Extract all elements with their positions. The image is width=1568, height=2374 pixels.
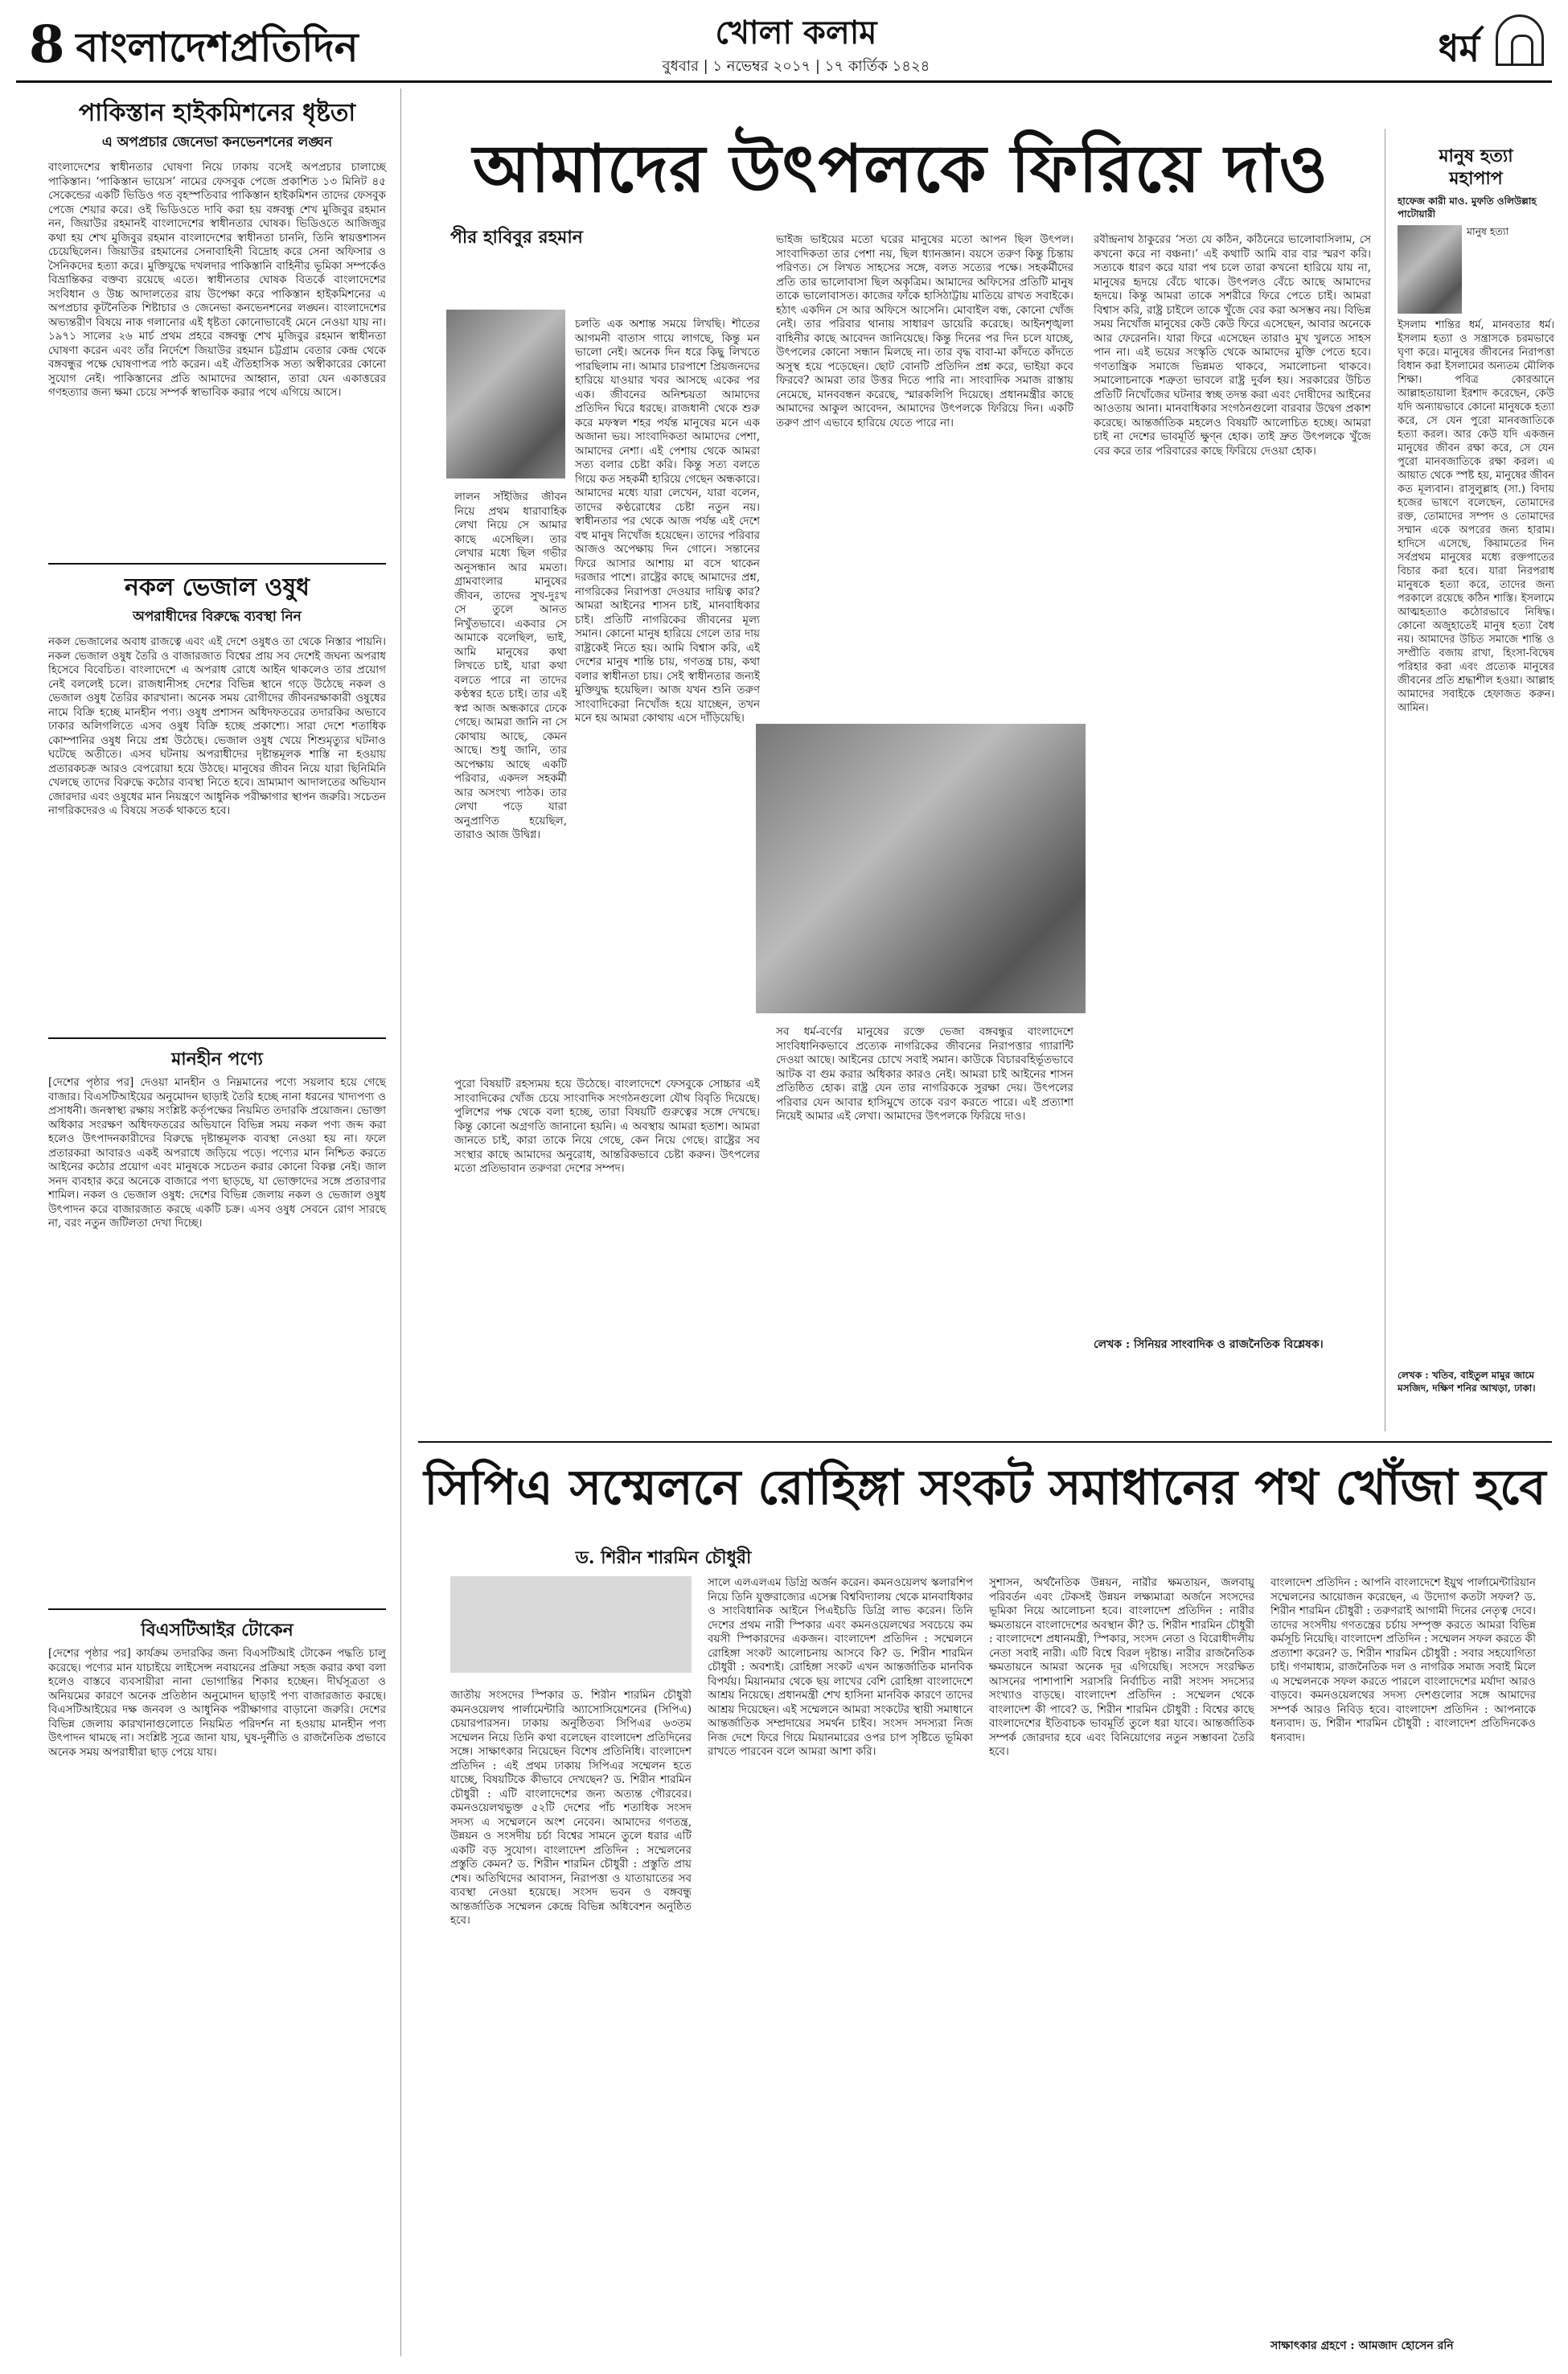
sidebar-title-line2: মহাপাপ: [1449, 168, 1503, 189]
shaded-box: [450, 1576, 692, 1673]
masthead-divider: [16, 80, 1552, 83]
letter-bsti: [48, 1618, 386, 1760]
main-article-col2: ভাইজ ভাইয়ের মতো ঘরের মানুষের মতো আপন ছিল উৎপল। সাংবাদিকতা তার পেশা নয়, ছিল ধ্যানজ্ঞান। বয়সে তরুণ কিন্তু চিন্তায় পরিণত। সে লিখত সাহসের সঙ্গে, বলত সত্যের পক্ষে। সহকর্মীদের প্রতি তার ভালোবাসা ছিল অকৃত্রিম। আমাদের অফিসের প্রতিটি মানুষ তাকে ভালোবাসত। কাজের ফাঁকে হাসিঠাট্টায় মাতিয়ে রাখত সবাইকে। হঠাৎ একদিন সে আর অফিসে আসেনি। মোবাইল বন্ধ, কোনো খোঁজ নেই। তার পরিবার থানায় সাধারণ ডায়েরি করেছে। আইনশৃঙ্খলা বাহিনীর কাছে আবেদন জানিয়েছে। কিন্তু দিনের পর দিন চলে যাচ্ছে, উৎপলের কোনো সন্ধান মিলছে না। তার বৃদ্ধ বাবা-মা কাঁদতে কাঁদতে অসুস্থ হয়ে পড়েছেন। ছোট বোনটি প্রতিদিন প্রশ্ন করে, ভাইয়া কবে ফিরবে? আমরা তার উত্তর দিতে পারি না। সাংবাদিক সমাজ রাস্তায় নেমেছে, মানববন্ধন করেছে, স্মারকলিপি দিয়েছে। প্রধানমন্ত্রীর কাছে আমাদের আকুল আবেদন, আমাদের উৎপলকে ফিরিয়ে দিন। একটি তরুণ প্রাণ এভাবে হারিয়ে যেতে পারে না।: [776, 233, 1073, 429]
author-photo-image: [446, 310, 565, 478]
main-article-col1: চলতি এক অশান্ত সময়ে লিখছি। শীতের আগমনী বাতাস গায়ে লাগছে, কিন্তু মন ভালো নেই। অনেক দিন ধরে কিছু লিখতে পারছিলাম না। আমার চারপাশে প্রিয়জনদের হারিয়ে যাওয়ার খবর আসছে একের পর এক। জীবনের অনিশ্চয়তা আমাদের প্রতিদিন ঘিরে ধরছে। রাজধানী থেকে শুরু করে মফস্বল শহর পর্যন্ত মানুষের মনে এক অজানা ভয়। সাংবাদিকতা আমাদের পেশা, আমাদের নেশা। এই পেশায় থেকে আমরা সত্য বলার চেষ্টা করি। কিন্তু সত্য বলতে গিয়ে কত সহকর্মী হারিয়ে গেছেন অন্ধকারে। আমাদের মধ্যে যারা লেখেন, যারা বলেন, তাদের কণ্ঠরোধের চেষ্টা নতুন নয়। স্বাধীনতার পর থেকে আজ পর্যন্ত এই দেশে বহু মানুষ নিখোঁজ হয়েছেন। তাদের পরিবার আজও অপেক্ষায় দিন গোনে। সন্তানের ফিরে আসার আশায় মা বসে থাকেন দরজার পাশে। রাষ্ট্রের কাছে আমাদের প্রশ্ন, নাগরিকের নিরাপত্তা দেওয়ার দায়িত্ব কার? আমরা আইনের শাসন চাই, মানবাধিকার চাই। প্রতিটি নাগরিকের জীবনের মূল্য সমান। কোনো মানুষ হারিয়ে গেলে তার দায় রাষ্ট্রকেই নিতে হয়। আমি বিশ্বাস করি, এই দেশের মানুষ শান্তি চায়, গণতন্ত্র চায়, কথা বলার স্বাধীনতা চায়। সেই স্বাধীনতার জন্যই মুক্তিযুদ্ধ হয়েছিল। আজ যখন শুনি তরুণ সাংবাদিকেরা নিখোঁজ হয়ে যাচ্ছেন, তখন মনে হয় আমরা কোথায় এসে দাঁড়িয়েছি।: [575, 318, 760, 725]
second-footnote: সাক্ষাৎকার গ্রহণে : আমজাদ হোসেন রনি: [1270, 2339, 1454, 2352]
divider: [48, 1037, 386, 1039]
editorial-subtitle: অপরাধীদের বিরুদ্ধে ব্যবস্থা নিন: [133, 609, 302, 625]
second-headline: সিপিএ সম্মেলনে রোহিঙ্গা সংকট সমাধানের পথ খোঁজা হবে: [424, 1460, 1546, 1516]
religion-sidebar: [1398, 145, 1554, 1394]
editorial-medicine: [48, 573, 386, 819]
sidebar-footnote: লেখক : খতিব, বাইতুল মামুর জামে মসজিদ, দক্ষিণ শনির আখড়া, ঢাকা।: [1398, 1370, 1536, 1394]
featured-photo: [756, 724, 1086, 1013]
main-footnote-box: [1094, 1335, 1371, 1415]
sidebar-author: হাফেজ কারী মাও. মুফতি ওলিউল্লাহ পাটোয়ারী: [1398, 195, 1537, 220]
second-article-col1: জাতীয় সংসদের স্পিকার ড. শিরীন শারমিন চৌধুরী কমনওয়েলথ পার্লামেন্টারি অ্যাসোসিয়েশনের (সিপিএ) চেয়ারপারসন। ঢাকায় অনুষ্ঠিতব্য সিপিএর ৬৩তম সম্মেলন নিয়ে তিনি কথা বলেছেন বাংলাদেশ প্রতিদিনের সঙ্গে। সাক্ষাৎকার নিয়েছেন বিশেষ প্রতিনিধি। বাংলাদেশ প্রতিদিন : এই প্রথম ঢাকায় সিপিএর সম্মেলন হতে যাচ্ছে, বিষয়টিকে কীভাবে দেখছেন? ড. শিরীন শারমিন চৌধুরী : এটি বাংলাদেশের জন্য অত্যন্ত গৌরবের। কমনওয়েলথভুক্ত ৫২টি দেশের পাঁচ শতাধিক সংসদ সদস্য এ সম্মেলনে অংশ নেবেন। আমাদের গণতন্ত্র, উন্নয়ন ও সংসদীয় চর্চা বিশ্বের সামনে তুলে ধরার এটি একটি বড় সুযোগ। বাংলাদেশ প্রতিদিন : সম্মেলনের প্রস্তুতি কেমন? ড. শিরীন শারমিন চৌধুরী : প্রস্তুতি প্রায় শেষ। অতিথিদের আবাসন, নিরাপত্তা ও যাতায়াতের সব ব্যবস্থা নেওয়া হয়েছে। সংসদ ভবন ও বঙ্গবন্ধু আন্তর্জাতিক সম্মেলন কেন্দ্রে বিভিন্ন অধিবেশন অনুষ্ঠিত হবে।: [450, 1689, 692, 1927]
letter-title: বিএসটিআইর টোকেন: [141, 1620, 293, 1641]
section-header: [627, 14, 965, 80]
sidebar-intro: মানুষ হত্যা: [1467, 225, 1509, 237]
main-article-col4: পুরো বিষয়টি রহস্যময় হয়ে উঠেছে। বাংলাদেশে ফেসবুকে সোচ্চার এই সাংবাদিকের খোঁজ চেয়ে সাংবাদিক সংগঠনগুলো যৌথ বিবৃতি দিয়েছে। পুলিশের পক্ষ থেকে বলা হচ্ছে, তারা বিষয়টি গুরুত্বের সঙ্গে দেখছে। কিন্তু কোনো অগ্রগতি জানানো হয়নি। এ অবস্থায় আমরা হতাশ। আমরা জানতে চাই, কারা তাকে নিয়ে গেছে, কেন নিয়ে গেছে। রাষ্ট্রের সব সংস্থার কাছে আমাদের অনুরোধ, আন্তরিকভাবে চেষ্টা করুন। উৎপলের মতো প্রতিভাবান তরুণরা দেশের সম্পদ।: [454, 1078, 760, 1175]
letter-body: [দেশের পৃষ্ঠার পর] দেওয়া মানহীন ও নিম্নমানের পণ্যে সয়লাব হয়ে গেছে বাজার। বিএসটিআইয়ের অনুমোদন ছাড়াই তৈরি হচ্ছে নানা ধরনের খাদ্যপণ্য ও প্রসাধনী। জনস্বাস্থ্য রক্ষায় সংশ্লিষ্ট কর্তৃপক্ষের নিয়মিত তদারকি প্রয়োজন। ভোক্তা অধিকার সংরক্ষণ অধিদফতরের অভিযানে বিভিন্ন সময় নকল পণ্য জব্দ করা হলেও উৎপাদনকারীদের বিরুদ্ধে দৃষ্টান্তমূলক ব্যবস্থা নেওয়া হয় না। ফলে প্রতারকরা আবারও একই অপরাধে জড়িয়ে পড়ে। পণ্যের মান নিশ্চিত করতে আইনের কঠোর প্রয়োগ এবং মানুষকে সচেতন করার কোনো বিকল্প নেই। জাল সনদ ব্যবহার করে অনেকে বাজারে পণ্য ছাড়ছে, যা ভোক্তাদের সঙ্গে প্রতারণার শামিল। নকল ও ভেজাল ওষুধ: দেশের বিভিন্ন জেলায় নকল ও ভেজাল ওষুধ উৎপাদন করে বাজারজাত করছে একটি চক্র। এসব ওষুধ সেবনে রোগ সারছে না, বরং নতুন জটিলতা দেখা দিচ্ছে।: [48, 1076, 386, 1230]
editorial-body: বাংলাদেশের স্বাধীনতার ঘোষণা নিয়ে ঢাকায় বসেই অপপ্রচার চালাচ্ছে পাকিস্তান। ‘পাকিস্তান ভায়েস’ নামের ফেসবুক পেজে প্রকাশিত ১৩ মিনিট ৪৫ সেকেন্ডের একটি ভিডিও গত বৃহস্পতিবার পাকিস্তান হাইকমিশন তাদের ফেসবুক পেজে শেয়ার করে। ওই ভিডিওতে দাবি করা হয় বঙ্গবন্ধু শেখ মুজিবুর রহমান নন, জিয়াউর রহমানই বাংলাদেশের স্বাধীনতার ঘোষক। ভিডিওতে আজিজুর কথা হয় শেখ মুজিবুর রহমান বাংলাদেশের স্বাধীনতা চাননি, তিনি স্বায়ত্তশাসন চেয়েছিলেন। জিয়াউর রহমানের সেনাবাহিনী বিদ্রোহ করে সেনা অফিসার ও সৈনিকদের হত্যা করে। মুক্তিযুদ্ধে দখলদার পাকিস্তানি বাহিনীর ভূমিকা সম্পর্কেও বিভ্রান্তিকর বক্তব্য রয়েছে এতে। স্বাধীনতার ঘোষক বিতর্কে বাংলাদেশের সংবিধান ও উচ্চ আদালতের রায় উপেক্ষা করে পাকিস্তান হাইকমিশনের এ অপপ্রচার কূটনৈতিক শিষ্টাচার ও জেনেভা কনভেনশনের লঙ্ঘন। বাংলাদেশের অভ্যন্তরীণ বিষয়ে নাক গলানোর এই ধৃষ্টতা কোনোভাবেই মেনে নেওয়া যায় না। ১৯৭১ সালের ২৬ মার্চ প্রথম প্রহরে বঙ্গবন্ধু শেখ মুজিবুর রহমান স্বাধীনতা ঘোষণা করেন এবং তাঁর নির্দেশে জিয়াউর রহমান চট্টগ্রাম বেতার কেন্দ্র থেকে বঙ্গবন্ধুর পক্ষে ঘোষণাপত্র পাঠ করেন। এই ঐতিহাসিক সত্য অস্বীকারের কোনো সুযোগ নেই। পাকিস্তানের প্রতি আমাদের আহ্বান, তারা যেন একাত্তরের গণহত্যার জন্য ক্ষমা চেয়ে সম্পর্ক স্বাভাবিক করার পথে এগিয়ে আসে।: [48, 161, 386, 399]
issue-date: বুধবার | ১ নভেম্বর ২০১৭ | ১৭ কার্তিক ১৪২৪: [662, 58, 930, 75]
sidebar-body: ইসলাম শান্তির ধর্ম, মানবতার ধর্ম। ইসলাম হত্যা ও সন্ত্রাসকে চরমভাবে ঘৃণা করে। মানুষের জীবনের নিরাপত্তা বিধান করা ইসলামের অন্যতম মৌলিক শিক্ষা। পবিত্র কোরআনে আল্লাহতায়ালা ইরশাদ করেছেন, কেউ যদি অন্যায়ভাবে কোনো মানুষকে হত্যা করে, সে যেন পুরো মানবজাতিকে হত্যা করল। আর কেউ যদি একজন মানুষের জীবন রক্ষা করে, সে যেন পুরো মানবজাতিকে রক্ষা করল। এ আয়াত থেকে স্পষ্ট হয়, মানুষের জীবন কত মূল্যবান। রাসুলুল্লাহ (সা.) বিদায় হজের ভাষণে বলেছেন, তোমাদের রক্ত, তোমাদের সম্পদ ও তোমাদের সম্মান একে অপরের জন্য হারাম। হাদিসে এসেছে, কিয়ামতের দিন সর্বপ্রথম মানুষের মধ্যে রক্তপাতের বিচার করা হবে। যারা নিরপরাধ মানুষকে হত্যা করে, তাদের জন্য পরকালে রয়েছে কঠিন শাস্তি। ইসলামে আত্মহত্যাও কঠোরভাবে নিষিদ্ধ। কোনো অজুহাতেই মানুষ হত্যা বৈধ নয়। আমাদের উচিত সমাজে শান্তি ও সম্প্রীতি বজায় রাখা, হিংসা-বিদ্বেষ পরিহার করা এবং প্রত্যেক মানুষের জীবনের প্রতি শ্রদ্ধাশীল হওয়া। আল্লাহ আমাদের সবাইকে হেফাজত করুন। আমিন।: [1398, 319, 1554, 714]
letter-title: মানহীন পণ্যে: [171, 1049, 263, 1070]
letter-substandard: [48, 1047, 386, 1231]
editorial-subtitle: এ অপপ্রচার জেনেভা কনভেনশনের লঙ্ঘন: [101, 134, 333, 150]
page-number: 8: [29, 14, 65, 75]
main-author: পীর হাবিবুর রহমান: [450, 227, 583, 248]
column-rule: [400, 88, 401, 2356]
second-article-col4: বাংলাদেশ প্রতিদিন : আপনি বাংলাদেশে ইয়ুথ পার্লামেন্টারিয়ান সম্মেলনের আয়োজন করেছেন, এ উদ্যোগ কতটা সফল? ড. শিরীন শারমিন চৌধুরী : তরুণরাই আগামী দিনের নেতৃত্ব দেবে। তাদের সংসদীয় গণতন্ত্রের চর্চায় সম্পৃক্ত করতে আমরা বিভিন্ন কর্মসূচি নিয়েছি। বাংলাদেশ প্রতিদিন : সম্মেলন সফল করতে কী প্রত্যাশা করেন? ড. শিরীন শারমিন চৌধুরী : সবার সহযোগিতা চাই। গণমাধ্যম, রাজনৈতিক দল ও নাগরিক সমাজ সবাই মিলে এ সম্মেলনকে সফল করতে পারলে বাংলাদেশের মর্যাদা আরও বাড়বে। কমনওয়েলথের সদস্য দেশগুলোর সঙ্গে আমাদের সম্পর্ক আরও নিবিড় হবে। বাংলাদেশ প্রতিদিন : আপনাকে ধন্যবাদ। ড. শিরীন শারমিন চৌধুরী : বাংলাদেশ প্রতিদিনকেও ধন্যবাদ।: [1270, 1576, 1536, 1744]
editorial-title: পাকিস্তান হাইকমিশনের ধৃষ্টতা: [78, 99, 356, 127]
paper-name: বাংলাদেশপ্রতিদিন: [76, 23, 359, 71]
main-footnote: লেখক : সিনিয়র সাংবাদিক ও রাজনৈতিক বিশ্লেষক।: [1094, 1338, 1324, 1351]
sidebar-author-photo: [1398, 225, 1462, 314]
divider: [48, 1608, 386, 1610]
main-article-col1-below: লালন সাঁইজির জীবন নিয়ে প্রথম ধারাবাহিক লেখা নিয়ে সে আমার কাছে এসেছিল। তার লেখার মধ্যে ছিল গভীর অনুসন্ধান আর মমতা। গ্রামবাংলার মানুষের জীবন, তাদের সুখ-দুঃখ সে তুলে আনত নিখুঁতভাবে। একবার সে আমাকে বলেছিল, ভাই, আমি মানুষের কথা লিখতে চাই, যারা কথা বলতে পারে না তাদের কণ্ঠস্বর হতে চাই। তার এই স্বপ্ন আজ অন্ধকারে ঢেকে গেছে। আমরা জানি না সে কোথায় আছে, কেমন আছে। শুধু জানি, তার অপেক্ষায় আছে একটি পরিবার, একদল সহকর্মী আর অসংখ্য পাঠক। তার লেখা পড়ে যারা অনুপ্রাণিত হয়েছিল, তারাও আজ উদ্বিগ্ন।: [454, 491, 567, 841]
second-article-col2: সালে এলএলএম ডিগ্রি অর্জন করেন। কমনওয়েলথ স্কলারশিপ নিয়ে তিনি যুক্তরাজ্যের এসেক্স বিশ্ববিদ্যালয় থেকে মানবাধিকার ও সাংবিধানিক আইনে পিএইচডি ডিগ্রি লাভ করেন। তিনি দেশের প্রথম নারী স্পিকার এবং কমনওয়েলথের সবচেয়ে কম বয়সী স্পিকারদের একজন। বাংলাদেশ প্রতিদিন : সম্মেলনে রোহিঙ্গা সংকট আলোচনায় আসবে কি? ড. শিরীন শারমিন চৌধুরী : অবশ্যই। রোহিঙ্গা সংকট এখন আন্তর্জাতিক মানবিক বিপর্যয়। মিয়ানমার থেকে ছয় লাখের বেশি রোহিঙ্গা বাংলাদেশে আশ্রয় নিয়েছে। প্রধানমন্ত্রী শেখ হাসিনা মানবিক কারণে তাদের আশ্রয় দিয়েছেন। এই সম্মেলনে আমরা সংকটের স্থায়ী সমাধানে আন্তর্জাতিক সম্প্রদায়ের সমর্থন চাইব। সংসদ সদস্যরা নিজ নিজ দেশে ফিরে গিয়ে মিয়ানমারের ওপর চাপ সৃষ্টিতে ভূমিকা রাখতে পারবেন বলে আমরা আশা করি।: [708, 1576, 973, 1758]
letter-body: [দেশের পৃষ্ঠার পর] কার্যক্রম তদারকির জন্য বিএসটিআই টোকেন পদ্ধতি চালু করেছে। পণ্যের মান যাচাইয়ে লাইসেন্স নবায়নের প্রক্রিয়া সহজ করার কথা বলা হলেও বাস্তবে ব্যবসায়ীরা নানা ভোগান্তির শিকার হচ্ছেন। দীর্ঘসূত্রতা ও অনিয়মের কারণে অনেক প্রতিষ্ঠান অনুমোদন ছাড়াই পণ্য বাজারজাত করছে। বিএসটিআইয়ের দক্ষ জনবল ও আধুনিক পরীক্ষাগার বাড়ানো জরুরি। দেশের বিভিন্ন জেলায় কারখানাগুলোতে নিয়মিত পরিদর্শন না হওয়ায় মানহীন পণ্য উৎপাদন থামছে না। সংশ্লিষ্ট সূত্রে জানা যায়, ঘুষ-দুর্নীতি ও রাজনৈতিক প্রভাবে অনেক সময় অপরাধীরা ছাড় পেয়ে যায়।: [48, 1647, 386, 1759]
featured-photo-image: [756, 724, 1086, 1013]
masthead-left: [29, 14, 359, 75]
editorial-pakistan: [48, 98, 386, 400]
divider: [48, 563, 386, 565]
author-photo: [446, 310, 565, 478]
second-author: ড. শিরীন শারমিন চৌধুরী: [575, 1547, 752, 1568]
main-article-col3: রবীন্দ্রনাথ ঠাকুরের ‘সত্য যে কঠিন, কঠিনেরে ভালোবাসিলাম, সে কখনো করে না বঞ্চনা।’ এই কথাটি আমি বার বার স্মরণ করি। সত্যকে ধারণ করে যারা পথ চলে তারা কখনো হারিয়ে যায় না, মানুষের হৃদয়ে বেঁচে থাকে। উৎপলও বেঁচে আছে আমাদের হৃদয়ে। কিন্তু আমরা তাকে সশরীরে ফিরে পেতে চাই। আমরা বিশ্বাস করি, রাষ্ট্র চাইলে তাকে খুঁজে বের করা অসম্ভব নয়। বিভিন্ন সময় নিখোঁজ মানুষের কেউ কেউ ফিরে এসেছেন, আবার অনেকে আর ফেরেননি। যারা ফিরে এসেছেন তারাও মুখ খুলতে সাহস পান না। এই ভয়ের সংস্কৃতি থেকে আমাদের মুক্তি পেতে হবে। গণতান্ত্রিক সমাজে ভিন্নমত থাকবে, সমালোচনা থাকবে। সমালোচনাকে শত্রুতা ভাবলে রাষ্ট্র দুর্বল হয়। সরকারের উচিত প্রতিটি নিখোঁজের ঘটনার স্বচ্ছ তদন্ত করা এবং দোষীদের আইনের আওতায় আনা। মানবাধিকার সংগঠনগুলো বারবার উদ্বেগ প্রকাশ করেছে। আন্তর্জাতিক মহলেও বিষয়টি আলোচিত হচ্ছে। আমরা চাই না দেশের ভাবমূর্তি ক্ষুণ্ন হোক। তাই দ্রুত উৎপলকে খুঁজে বের করে তার পরিবারের কাছে ফিরিয়ে দেওয়া হোক।: [1094, 233, 1371, 458]
second-article-col3: সুশাসন, অর্থনৈতিক উন্নয়ন, নারীর ক্ষমতায়ন, জলবায়ু পরিবর্তন এবং টেকসই উন্নয়ন লক্ষ্যমাত্রা অর্জনে সংসদের ভূমিকা নিয়ে আলোচনা হবে। বাংলাদেশ প্রতিদিন : নারীর ক্ষমতায়নে বাংলাদেশের অবস্থান কী? ড. শিরীন শারমিন চৌধুরী : বাংলাদেশে প্রধানমন্ত্রী, স্পিকার, সংসদ নেতা ও বিরোধীদলীয় নেতা সবাই নারী। এটি বিশ্বে বিরল দৃষ্টান্ত। নারীর রাজনৈতিক ক্ষমতায়নে আমরা অনেক দূর এগিয়েছি। সংসদে সংরক্ষিত আসনের পাশাপাশি সরাসরি নির্বাচিত নারী সংসদ সদস্যের সংখ্যাও বাড়ছে। বাংলাদেশ প্রতিদিন : সম্মেলন থেকে বাংলাদেশ কী পাবে? ড. শিরীন শারমিন চৌধুরী : বিশ্বের কাছে বাংলাদেশের ইতিবাচক ভাবমূর্তি তুলে ধরা যাবে। আন্তর্জাতিক সম্পর্ক জোরদার হবে এবং বিনিয়োগের নতুন সম্ভাবনা তৈরি হবে।: [989, 1576, 1254, 1758]
sidebar-title: মানুষ হত্যা: [1439, 146, 1513, 166]
section-title: খোলা কলাম: [715, 14, 877, 51]
mosque-icon: [1496, 14, 1544, 66]
category-label: ধর্ম: [1438, 27, 1480, 70]
editorial-body: নকল ভেজালের অবাধ রাজত্বে এবং এই দেশে ওষুধও তা থেকে নিস্তার পায়নি। নকল ভেজাল ওষুধ তৈরি ও বাজারজাত বিশ্বের প্রায় সব দেশেই জঘন্য অপরাধ হিসেবে বিবেচিত। বাংলাদেশে এ অপরাধ রোধে আইন থাকলেও তার প্রয়োগ নেই বললেই চলে। রাজধানীসহ দেশের বিভিন্ন স্থানে গড়ে উঠেছে নকল ও ভেজাল ওষুধ তৈরির কারখানা। অনেক সময় রোগীদের জীবনরক্ষাকারী ওষুধের নামে বিক্রি হচ্ছে মানহীন পণ্য। ওষুধ প্রশাসন অধিদফতরের তদারকির অভাবে ঢাকার অলিগলিতে এসব ওষুধ বিক্রি হচ্ছে প্রকাশ্যে। সারা দেশে শতাধিক কোম্পানির ওষুধ নিয়ে প্রশ্ন উঠেছে। ভেজাল ওষুধ খেয়ে শিশুমৃত্যুর ঘটনাও ঘটেছে অতীতে। এসব ঘটনায় অপরাধীদের দৃষ্টান্তমূলক শাস্তি না হওয়ায় প্রতারকচক্র আরও বেপরোয়া হয়ে উঠছে। মানুষের জীবন নিয়ে যারা ছিনিমিনি খেলছে তাদের বিরুদ্ধে কঠোর ব্যবস্থা নিতে হবে। ভ্রাম্যমাণ আদালতের অভিযান জোরদার এবং ওষুধের মান নিয়ন্ত্রণে আধুনিক পরীক্ষাগার স্থাপন জরুরি। সচেতন নাগরিকদেরও এ বিষয়ে সতর্ক থাকতে হবে।: [48, 635, 386, 817]
main-headline: আমাদের উৎপলকে ফিরিয়ে দাও: [473, 130, 1328, 207]
main-article-col5: সব ধর্ম-বর্ণের মানুষের রক্তে ভেজা বঙ্গবন্ধুর বাংলাদেশে সাংবিধানিকভাবে প্রত্যেক নাগরিকের জীবনের নিরাপত্তার গ্যারান্টি দেওয়া আছে। আইনের চোখে সবাই সমান। কাউকে বিচারবহির্ভূতভাবে আটক বা গুম করার অধিকার কারও নেই। আমরা চাই আইনের শাসন প্রতিষ্ঠিত হোক। রাষ্ট্র যেন তার নাগরিককে সুরক্ষা দেয়। উৎপলের পরিবার যেন আবার হাসিমুখে তাকে বরণ করতে পারে। এই প্রত্যাশা নিয়েই আমার এই লেখা। আমাদের উৎপলকে ফিরিয়ে দাও।: [776, 1025, 1073, 1123]
editorial-title: নকল ভেজাল ওষুধ: [125, 573, 310, 602]
divider: [418, 1441, 1552, 1443]
